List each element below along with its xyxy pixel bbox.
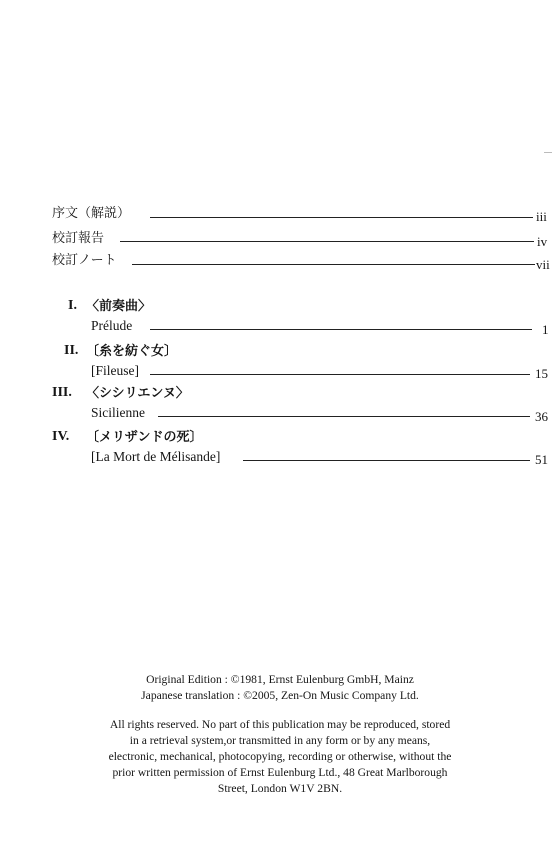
movement-japanese-title: 〈シシリエンヌ〉: [86, 386, 189, 401]
toc-entry-page: vii: [536, 257, 550, 272]
movement-numeral: III.: [52, 385, 72, 400]
copyright-line: Japanese translation : ©2005, Zen-On Music Company Ltd.: [141, 689, 419, 702]
movement-title: [Fileuse]: [91, 363, 139, 378]
rights-line: in a retrieval system,or transmitted in any form or by any means,: [129, 734, 431, 747]
toc-entry-page: iii: [536, 209, 547, 224]
movement-numeral: IV.: [52, 429, 70, 444]
movement-japanese-title: 〔メリザンドの死〕: [86, 430, 203, 445]
toc-entry-preface: [0, 206, 560, 226]
leader-line: [132, 264, 535, 265]
movement-title: Prélude: [91, 318, 133, 333]
movement-page: 51: [535, 452, 548, 467]
rights-line: prior written permission of Ernst Eulenburg Ltd., 48 Great Marlborough: [112, 766, 448, 779]
movement-title: [La Mort de Mélisande]: [91, 449, 221, 464]
rights-line: electronic, mechanical, photocopying, recording or otherwise, without the: [108, 750, 452, 763]
movement-title: Sicilienne: [91, 405, 145, 420]
copyright-line: Original Edition : ©1981, Ernst Eulenburg GmbH, Mainz: [146, 673, 414, 686]
movement-page: 36: [535, 409, 548, 424]
copyright-notice: [80, 717, 480, 797]
movement-numeral: I.: [68, 298, 77, 313]
movement-japanese-title: 〔糸を紡ぐ女〕: [86, 344, 178, 359]
toc-entry-title: 校訂ノート: [52, 253, 117, 268]
leader-line: [120, 241, 534, 242]
leader-line: [150, 217, 533, 218]
leader-line: [150, 374, 530, 375]
leader-line: [243, 460, 530, 461]
rights-line: Street, London W1V 2BN.: [217, 782, 343, 795]
leader-line: [158, 416, 530, 417]
movement-japanese-title: 〈前奏曲〉: [86, 299, 152, 314]
edge-mark: [544, 152, 552, 153]
movement-numeral: II.: [64, 343, 79, 358]
rights-line: All rights reserved. No part of this publication may be reproduced, stored: [109, 718, 451, 731]
movement-page: 15: [535, 366, 548, 381]
toc-entry-title: 序文（解説）: [52, 206, 131, 221]
leader-line: [150, 329, 532, 330]
toc-entry-page: iv: [537, 234, 548, 249]
movement-page: 1: [542, 322, 549, 337]
copyright-edition: [80, 672, 480, 704]
toc-entry-title: 校訂報告: [52, 231, 105, 246]
toc-entry-revision-notes: [0, 253, 560, 273]
toc-entry-revision-report: [0, 231, 560, 251]
